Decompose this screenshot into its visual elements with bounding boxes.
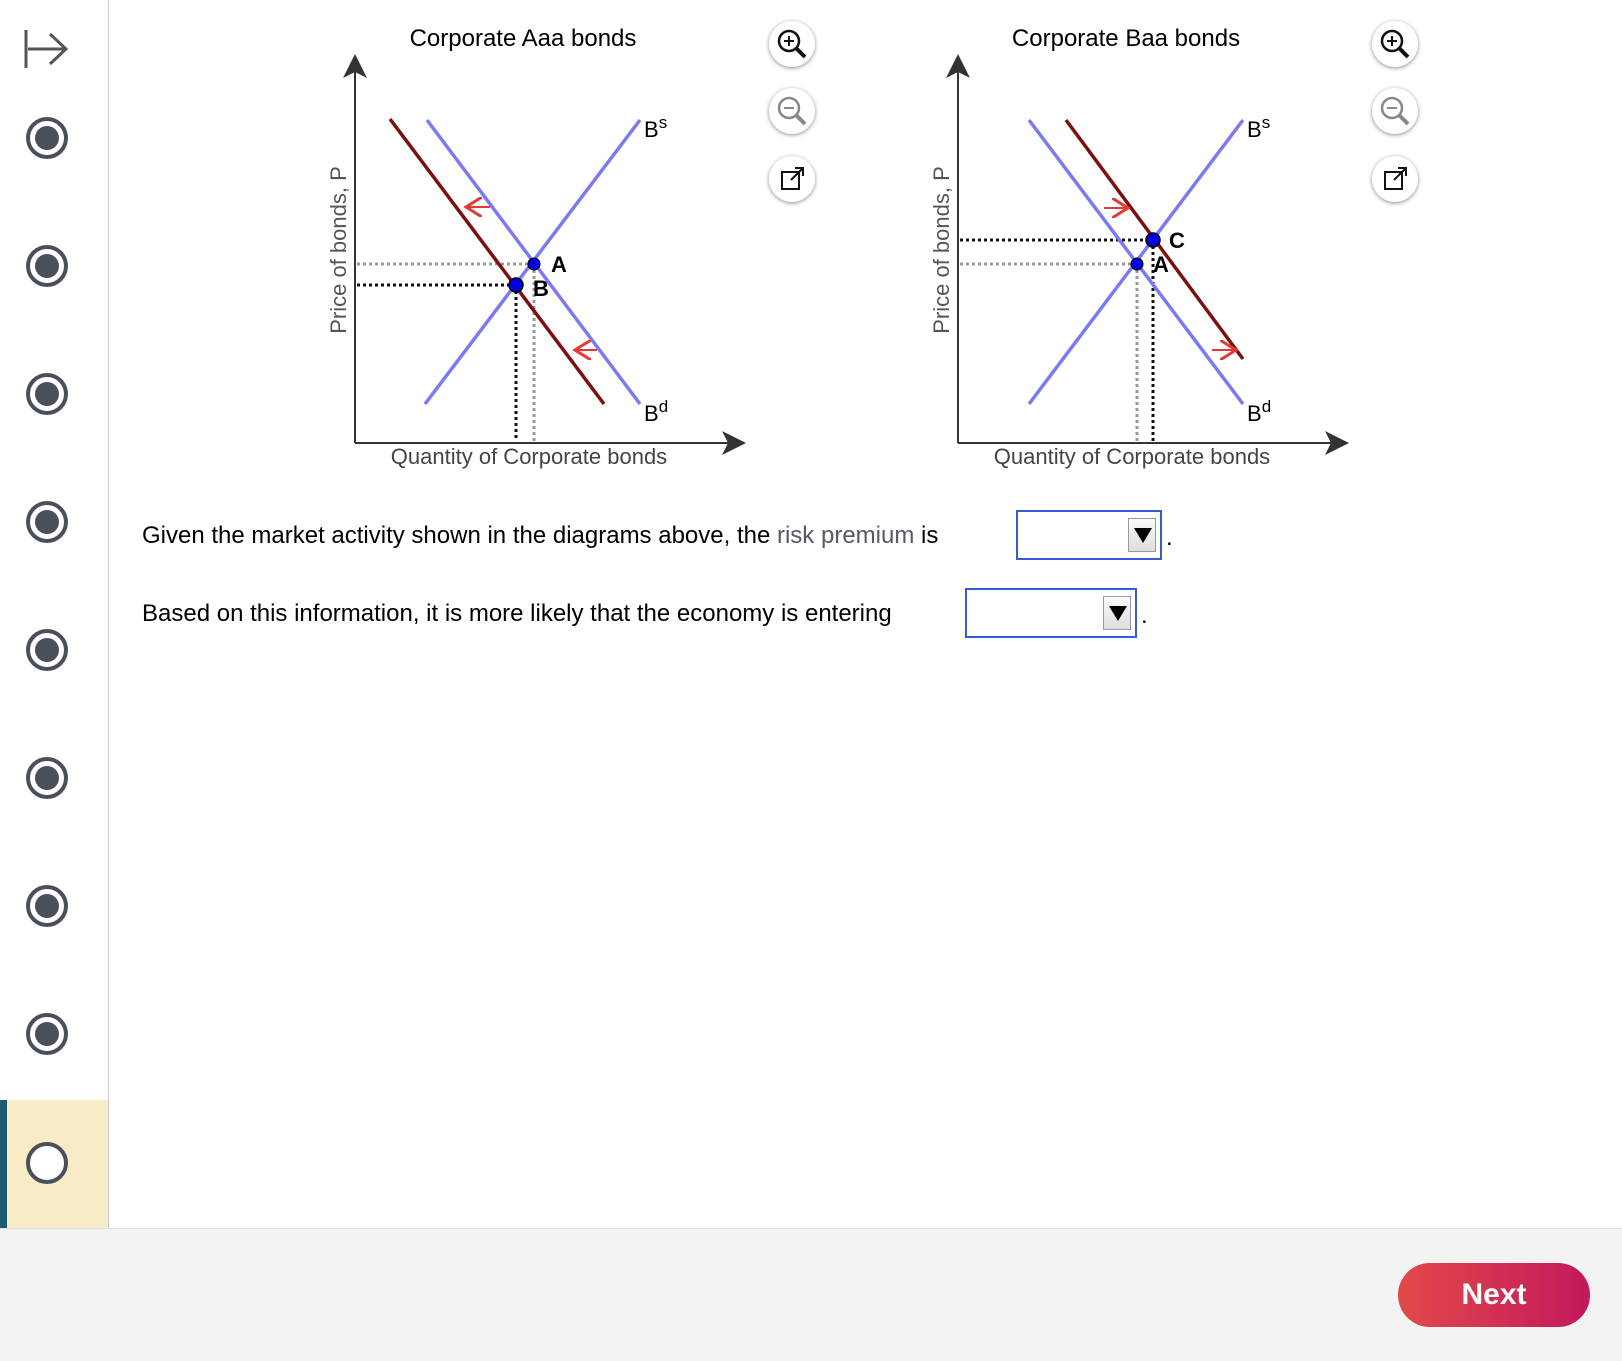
aaa-zoom-in-button[interactable] [769,21,815,67]
current-step-indicator [0,1100,7,1228]
q1-suffix: is [914,522,939,549]
aaa-point-b [509,278,523,292]
step-7-completed[interactable] [26,885,68,927]
baa-demand-label: $B^d$ [1247,397,1272,426]
baa-point-a [1131,258,1143,270]
question-economy [142,600,892,628]
dropdown-arrow-icon[interactable] [1103,596,1131,630]
baa-graph-title: Corporate Baa bonds [1011,25,1241,52]
baa-y-axis-label: Price of bonds, P [929,166,954,334]
aaa-supply-label: $B^s$ [644,113,668,142]
baa-popout-button[interactable] [1372,156,1418,202]
footer-bar [0,1228,1622,1361]
baa-x-axis-label: Quantity of Corporate bonds [993,444,1271,469]
zoom-in-icon [769,21,815,67]
economy-dropdown[interactable] [965,588,1137,638]
completed-dot-icon [35,894,59,918]
current-step-highlight [0,1100,108,1228]
aaa-y-axis-label: Price of bonds, P [326,166,351,334]
baa-point-c-label: C [1169,228,1185,253]
question-risk-premium [142,522,938,550]
q2-period: . [1141,602,1148,629]
step-6-completed[interactable] [26,757,68,799]
aaa-point-a [528,258,540,270]
popout-icon [769,156,815,202]
zoom-out-icon [769,88,815,134]
completed-dot-icon [35,638,59,662]
popout-icon [1372,156,1418,202]
aaa-graph-title: Corporate Aaa bonds [409,25,637,52]
zoom-out-icon [1372,88,1418,134]
aaa-x-axis-label: Quantity of Corporate bonds [390,444,668,469]
risk-premium-term-link[interactable]: risk premium [776,522,915,549]
next-button[interactable]: Next [1398,1263,1590,1327]
step-8-completed[interactable] [26,1013,68,1055]
dropdown-arrow-icon[interactable] [1128,518,1156,552]
step-5-completed[interactable] [26,629,68,671]
completed-dot-icon [35,766,59,790]
baa-supply-label: $B^s$ [1247,113,1271,142]
risk-premium-dropdown[interactable] [1016,510,1162,560]
completed-dot-icon [35,510,59,534]
baa-point-c [1146,233,1160,247]
baa-point-a-label: A [1153,252,1169,277]
step-9-current[interactable] [26,1142,68,1184]
aaa-bond-graph [0,0,1622,480]
baa-zoom-out-button[interactable] [1372,88,1418,134]
q1-prefix: Given the market activity shown in the diagrams above, the [142,522,777,549]
q1-period: . [1166,524,1173,551]
aaa-new-demand-curve [390,119,604,404]
q2-text: Based on this information, it is more likely that the economy is entering [142,600,892,627]
aaa-demand-label: $B^d$ [644,397,669,426]
zoom-in-icon [1372,21,1418,67]
aaa-popout-button[interactable] [769,156,815,202]
baa-zoom-in-button[interactable] [1372,21,1418,67]
aaa-point-b-label: B [533,276,549,301]
aaa-point-a-label: A [551,252,567,277]
step-4-completed[interactable] [26,501,68,543]
completed-dot-icon [35,1022,59,1046]
aaa-zoom-out-button[interactable] [769,88,815,134]
